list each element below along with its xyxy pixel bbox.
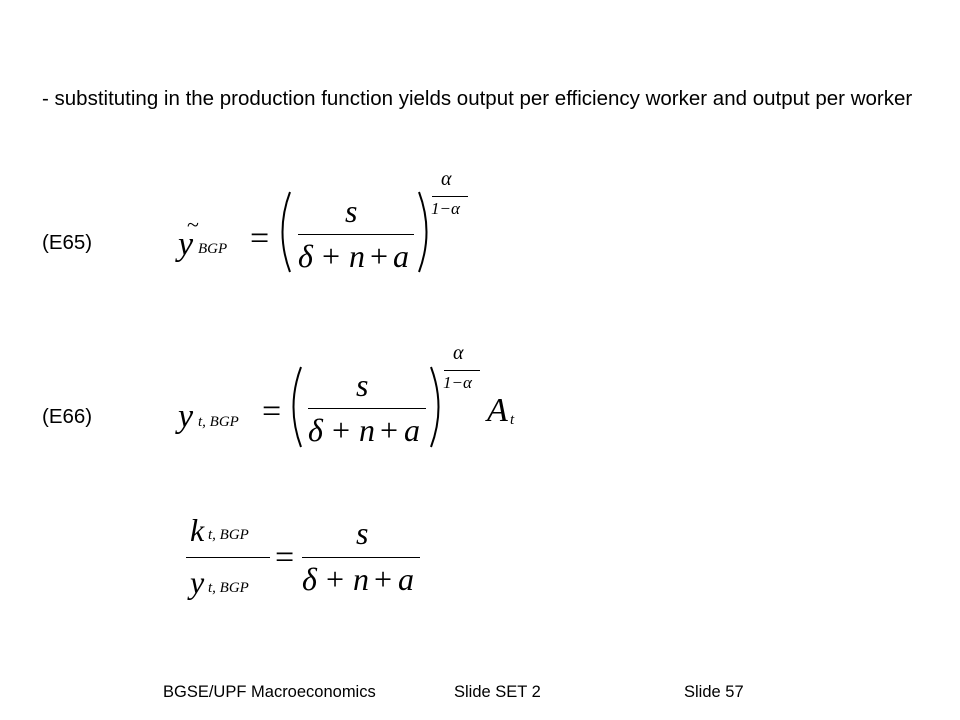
t-bgp-subscript: t, BGP [208,527,249,543]
exponent-alpha: α [453,342,464,364]
t-subscript: t [510,412,515,428]
numerator-s: s [356,367,369,403]
exponent-one-minus-alpha: 1−α [431,199,460,218]
n-symbol: n [349,238,365,274]
footer-slide-number: Slide 57 [684,683,744,701]
fraction-bar [302,557,420,558]
delta-symbol: δ [298,238,313,274]
delta-symbol: δ [308,412,323,448]
exponent-fraction-bar [432,196,468,197]
plus-sign: + [374,561,393,597]
footer-course: BGSE/UPF Macroeconomics [163,683,376,701]
fraction-bar [308,408,426,409]
exponent-fraction-bar [444,370,480,371]
equals-sign: = [262,393,282,430]
a-symbol: a [398,561,414,597]
t-bgp-subscript: t, BGP [198,414,239,430]
intro-text: - substituting in the production function yields output per efficiency worker and output per worker [42,87,913,110]
k-symbol: k [190,512,205,548]
n-symbol: n [359,412,375,448]
A-symbol: A [487,392,508,429]
numerator-s: s [356,515,369,551]
exponent-alpha: α [441,168,452,190]
numerator-s: s [345,193,358,229]
t-bgp-subscript: t, BGP [208,580,249,596]
footer-slide-set: Slide SET 2 [454,683,541,701]
plus-sign: + [370,238,389,274]
fraction-bar [186,557,270,558]
y-symbol: y [178,226,194,263]
exponent-one-minus-alpha: 1−α [443,373,472,392]
equation-label-e65: (E65) [42,231,93,254]
equation-label-e66: (E66) [42,405,93,428]
equals-sign: = [250,220,270,257]
y-symbol: y [190,564,205,600]
bgp-subscript: BGP [198,241,228,257]
plus-sign: + [380,412,399,448]
left-parenthesis [284,365,304,449]
fraction-bar [298,234,414,235]
a-symbol: a [404,412,420,448]
plus-sign: + [322,238,341,274]
delta-symbol: δ [302,561,317,597]
n-symbol: n [353,561,369,597]
equals-sign: = [275,539,295,576]
y-symbol: y [178,398,194,435]
a-symbol: a [393,238,409,274]
left-parenthesis [273,190,293,274]
plus-sign: + [326,561,345,597]
tilde-accent: ~ [187,212,199,237]
plus-sign: + [332,412,351,448]
